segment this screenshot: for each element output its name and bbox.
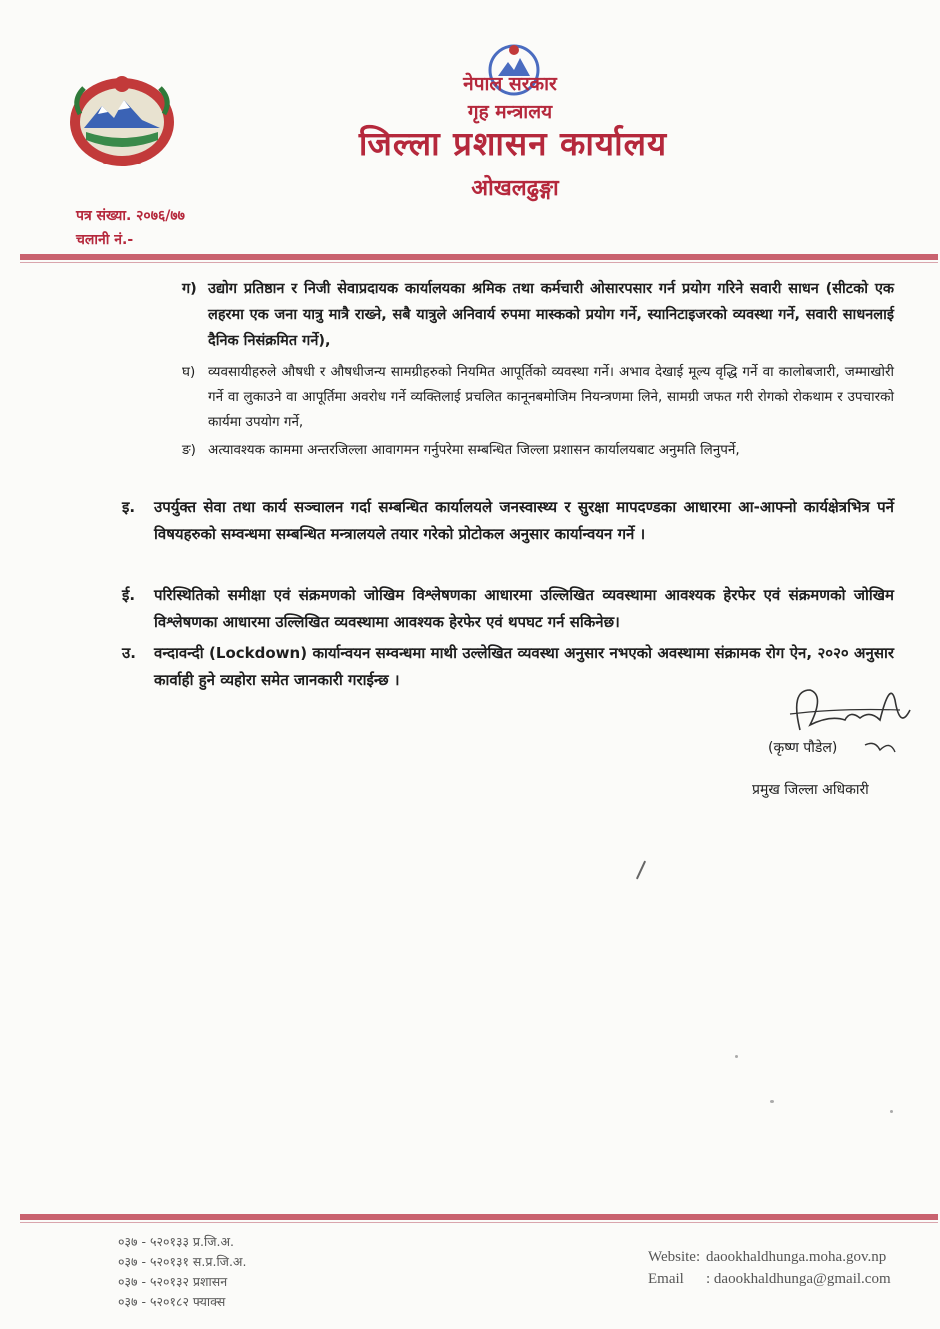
phone-line: ०३७ - ५२०१३१ स.प्र.जि.अ. xyxy=(118,1254,247,1269)
sub-item-nga xyxy=(182,438,894,463)
main-item-i xyxy=(122,494,894,548)
footer-divider-thin xyxy=(20,1222,938,1223)
phone-line: ०३७ - ५२०१८२ फ्याक्स xyxy=(118,1294,226,1309)
sub-item-marker: ङ) xyxy=(182,442,196,458)
header-divider xyxy=(20,254,938,260)
website-link[interactable]: daookhaldhunga.moha.gov.np xyxy=(706,1249,887,1265)
website-label: Website: xyxy=(648,1249,701,1265)
signatory-title: प्रमुख जिल्ला अधिकारी xyxy=(752,782,869,798)
district-name: ओखलढुङ्गा xyxy=(471,176,559,201)
main-item-text: उपर्युक्त सेवा तथा कार्य सञ्चालन गर्दा सम्बन्धित कार्यालयले जनस्वास्थ्य र सुरक्षा मापदण्डका आधारमा आ-आफ्नो कार्यक्षेत्रभित्र पर्ने विषयहरुको सम्वन्धमा सम्बन्धित मन्त्रालयले तयार गरेको प्रोटोकल अनुसार कार्यान्वयन गर्ने । xyxy=(154,498,894,543)
phone-line: ०३७ - ५२०१३२ प्रशासन xyxy=(118,1274,228,1289)
phone-line: ०३७ - ५२०१३३ प्र.जि.अ. xyxy=(118,1234,235,1249)
ministry-name: गृह मन्त्रालय xyxy=(467,101,553,123)
main-item-text: परिस्थितिको समीक्षा एवं संक्रमणको जोखिम विश्लेषणका आधारमा उल्लिखित व्यवस्थामा आवश्यक हेरफेर एवं संक्रमणको जोखिम विश्लेषणका आधारमा उल्लिखित व्यवस्थामा आवश्यक हेरफेर एवं थपघट गर्न सकिनेछ। xyxy=(154,586,894,631)
header-divider-thin xyxy=(20,262,938,263)
main-item-marker: उ. xyxy=(122,644,136,662)
email-label: Email xyxy=(648,1271,684,1287)
email-link[interactable]: : daookhaldhunga@gmail.com xyxy=(706,1271,891,1287)
sub-item-marker: घ) xyxy=(182,364,196,380)
dispatch-number: चलानी नं.- xyxy=(76,232,134,248)
contact-info xyxy=(648,1246,891,1290)
office-title: जिल्ला प्रशासन कार्यालय xyxy=(358,124,668,163)
main-item-marker: ई. xyxy=(122,586,136,604)
main-item-marker: इ. xyxy=(122,498,136,516)
sub-item-text: व्यवसायीहरुले औषधी र औषधीजन्य सामग्रीहरुको नियमित आपूर्तिको व्यवस्था गर्ने। अभाव देखाई मूल्य वृद्धि गर्ने वा कालोबजारी, जम्माखोरी गर्ने वा लुकाउने वा आपूर्तिमा अवरोध गर्ने व्यक्तिलाई प्रचलित कानूनबमोजिम नियन्त्रणमा लिने, सामग्री जफत गरी रोगको रोकथाम र उपचारको कार्यमा उपयोग गर्ने, xyxy=(208,364,894,430)
sub-item-text: उद्योग प्रतिष्ठान र निजी सेवाप्रदायक कार्यालयका श्रमिक तथा कर्मचारी ओसारपसार गर्न प्रयोग गरिने सवारी साधन (सीटको एक लहरमा एक जना यात्रु मात्रै राख्ने, सबै यात्रुले अनिवार्य रुपमा मास्कको प्रयोग गर्ने, स्यानिटाइजरको व्यवस्था गर्ने, सवारी साधनलाई दैनिक निसंक्रमित गर्ने), xyxy=(208,281,894,349)
main-item-ii xyxy=(122,582,894,636)
footer-divider xyxy=(20,1214,938,1220)
sub-item-ga xyxy=(182,276,894,354)
phone-list xyxy=(118,1232,246,1312)
nepal-coat-of-arms-emblem xyxy=(62,70,182,170)
sub-item-text: अत्यावश्यक काममा अन्तरजिल्ला आवागमन गर्नुपरेमा सम्बन्धित जिल्ला प्रशासन कार्यालयबाट अनुमति लिनुपर्ने, xyxy=(208,442,740,458)
signatory-name: (कृष्ण पौडेल) xyxy=(768,740,838,756)
letter-number: पत्र संख्या. २०७६/७७ xyxy=(76,208,185,224)
sub-item-marker: ग) xyxy=(182,281,197,297)
main-item-text: वन्दावन्दी (Lockdown) कार्यान्वयन सम्वन्धमा माथी उल्लेखित व्यवस्था अनुसार नभएको अवस्थामा संक्रामक रोग ऐन, २०२० अनुसार कार्वाही हुने व्यहोरा समेत जानकारी गराईन्छ । xyxy=(154,644,894,689)
sub-item-gha xyxy=(182,360,894,435)
government-name: नेपाल सरकार xyxy=(463,73,557,95)
